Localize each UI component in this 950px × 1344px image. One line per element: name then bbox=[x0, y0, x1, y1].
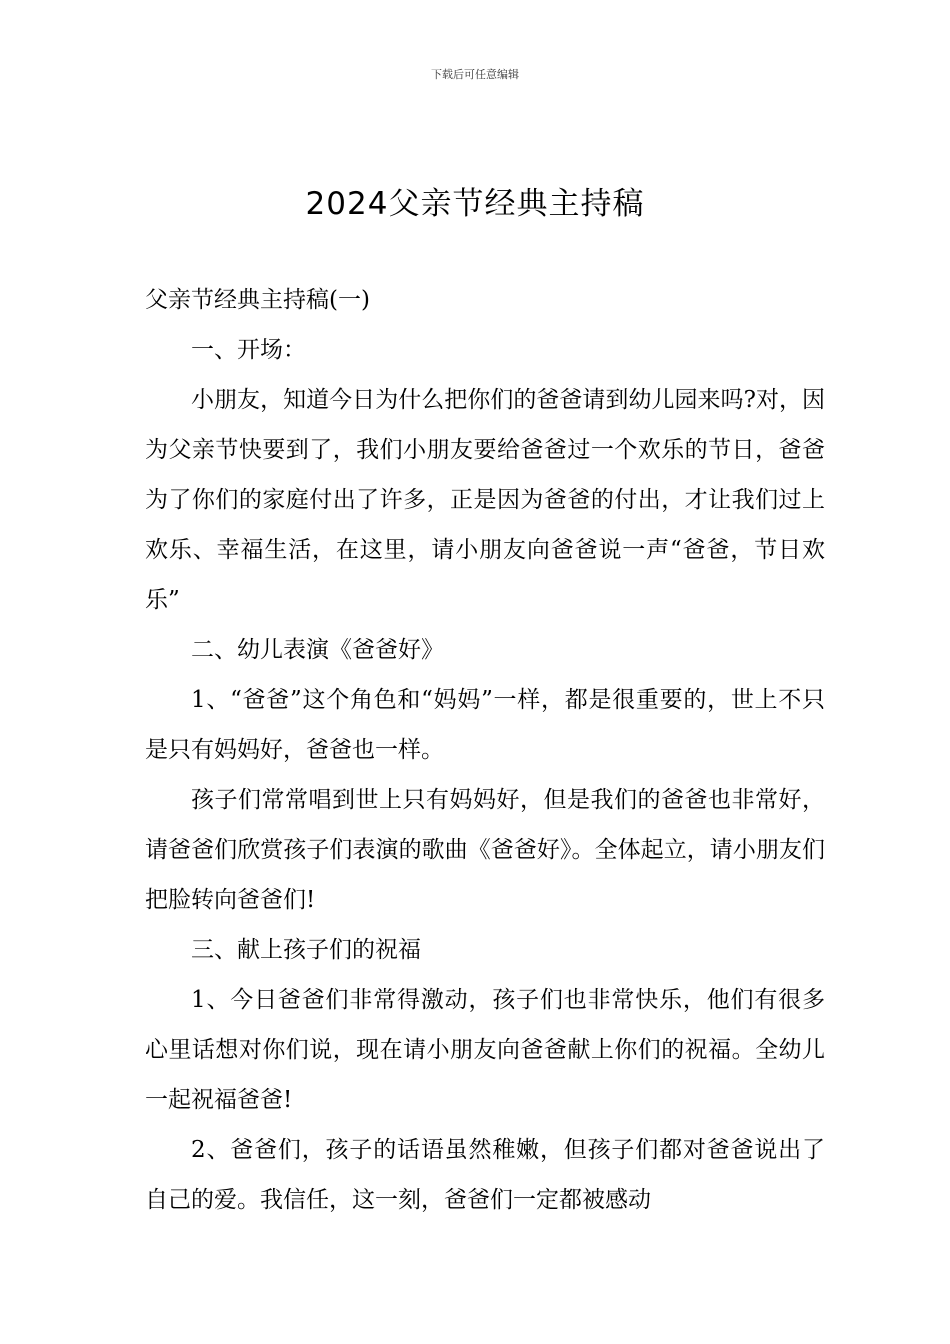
header-note: 下载后可任意编辑 bbox=[431, 68, 519, 81]
document-body bbox=[145, 275, 825, 1225]
document-title: 2024父亲节经典主持稿 bbox=[305, 186, 645, 222]
paragraph: 2、爸爸们，孩子的话语虽然稚嫩，但孩子们都对爸爸说出了自己的爱。我信任，这一刻，爸爸们一定都被感动 bbox=[145, 1137, 825, 1213]
paragraph: 小朋友，知道今日为什么把你们的爸爸请到幼儿园来吗?对，因为父亲节快要到了，我们小朋友要给爸爸过一个欢乐的节日，爸爸为了你们的家庭付出了许多，正是因为爸爸的付出，才让我们过上欢乐、幸福生活，在这里，请小朋友向爸爸说一声“爸爸，节日欢乐” bbox=[145, 387, 825, 613]
paragraph: 1、“爸爸”这个角色和“妈妈”一样，都是很重要的，世上不只是只有妈妈好，爸爸也一样。 bbox=[145, 687, 825, 763]
section-heading: 父亲节经典主持稿(一) bbox=[145, 287, 370, 313]
subheading-blessings: 三、献上孩子们的祝福 bbox=[191, 937, 421, 963]
subheading-performance: 二、幼儿表演《爸爸好》 bbox=[191, 637, 444, 663]
paragraph: 孩子们常常唱到世上只有妈妈好，但是我们的爸爸也非常好，请爸爸们欣赏孩子们表演的歌曲《爸爸好》。全体起立，请小朋友们把脸转向爸爸们! bbox=[145, 787, 825, 913]
subheading-opening: 一、开场： bbox=[191, 337, 306, 363]
paragraph: 1、今日爸爸们非常得激动，孩子们也非常快乐，他们有很多心里话想对你们说，现在请小朋友向爸爸献上你们的祝福。全幼儿一起祝福爸爸! bbox=[145, 987, 825, 1113]
